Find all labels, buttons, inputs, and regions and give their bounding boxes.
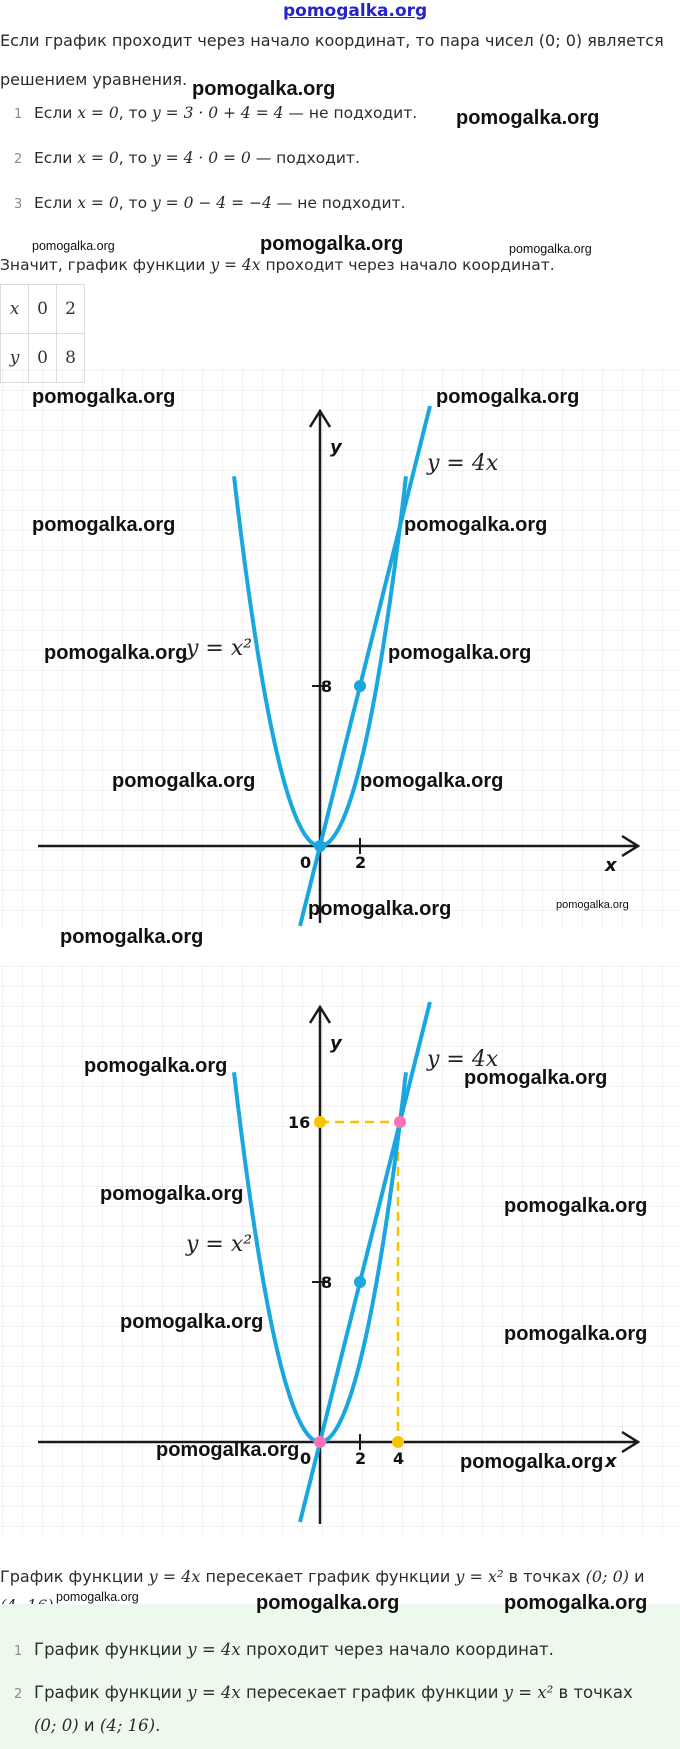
table-row — [1, 285, 85, 334]
watermark: pomogalka.org — [120, 1311, 264, 1333]
step-number: 1 — [14, 107, 23, 122]
result-math: y = 4x — [148, 1567, 201, 1586]
label-parabola: y = x² — [186, 1232, 253, 1257]
watermark: pomogalka.org — [100, 1183, 244, 1205]
summary-text: проходит через начало координат. — [240, 1640, 554, 1659]
step-text: — не подходит. — [271, 194, 406, 212]
watermark: pomogalka.org — [192, 78, 336, 100]
tick-label-x: 4 — [393, 1449, 405, 1468]
site-link[interactable]: pomogalka.org — [283, 1, 428, 21]
watermark: pomogalka.org — [32, 239, 115, 253]
conclusion-text-part: Значит, график функции — [0, 256, 211, 274]
watermark: pomogalka.org — [504, 1323, 648, 1345]
watermark: pomogalka.org — [388, 642, 532, 664]
step-item — [14, 149, 360, 167]
axis-label-y: y — [330, 437, 342, 458]
table-header-x: x — [1, 285, 29, 334]
intersection-point-origin — [314, 1436, 326, 1448]
table-cell: 0 — [29, 334, 57, 383]
watermark: pomogalka.org — [504, 1592, 648, 1614]
label-parabola: y = x² — [186, 636, 253, 661]
summary-math: y = 4x — [187, 1683, 241, 1702]
summary-text: в точках — [553, 1683, 633, 1702]
summary-text: График функции — [34, 1640, 188, 1659]
summary-number: 2 — [14, 1687, 23, 1702]
tick-label-y: 8 — [321, 677, 333, 696]
watermark: pomogalka.org — [360, 770, 504, 792]
watermark: pomogalka.org — [84, 1055, 228, 1077]
result-text-line1 — [0, 1567, 644, 1586]
step-math: x = 0 — [77, 149, 119, 167]
summary-text: пересекает график функции — [240, 1683, 504, 1702]
watermark: pomogalka.org — [32, 386, 176, 408]
point-y16-marker — [314, 1116, 326, 1128]
step-math: x = 0 — [77, 194, 119, 212]
watermark: pomogalka.org — [112, 770, 256, 792]
step-number: 2 — [14, 152, 23, 167]
table-cell: 0 — [29, 285, 57, 334]
watermark: pomogalka.org — [44, 642, 188, 664]
conclusion-text — [0, 256, 555, 274]
summary-math: y = 4x — [187, 1640, 241, 1659]
step-text: Если — [34, 149, 78, 167]
step-text: , то — [118, 149, 152, 167]
intro-text-line2: решением уравнения. — [0, 70, 188, 89]
point-origin — [314, 840, 326, 852]
watermark: pomogalka.org — [436, 386, 580, 408]
watermark: pomogalka.org — [56, 1590, 139, 1604]
result-math: (0; 0) — [585, 1567, 629, 1586]
summary-item — [14, 1683, 633, 1702]
summary-number: 1 — [14, 1644, 23, 1659]
point-x4-marker — [392, 1436, 404, 1448]
summary-text: . — [155, 1716, 161, 1735]
watermark: pomogalka.org — [460, 1451, 604, 1473]
table-cell: 8 — [57, 334, 85, 383]
summary-math: (4; 16) — [99, 1716, 156, 1735]
conclusion-text-part: проходит через начало координат. — [260, 256, 555, 274]
tick-label-y: 16 — [288, 1113, 311, 1132]
watermark: pomogalka.org — [464, 1067, 608, 1089]
point-2-8 — [354, 680, 366, 692]
table-header-y: y — [1, 334, 29, 383]
watermark: pomogalka.org — [308, 898, 452, 920]
tick-label-x: 2 — [355, 1449, 367, 1468]
tick-label-y: 8 — [321, 1273, 333, 1292]
table-cell: 2 — [57, 285, 85, 334]
result-text-part: пересекает график функции — [200, 1567, 456, 1586]
step-text: , то — [118, 104, 152, 122]
step-item — [14, 194, 406, 212]
point-2-8 — [354, 1276, 366, 1288]
watermark: pomogalka.org — [504, 1195, 648, 1217]
step-text: , то — [118, 194, 152, 212]
step-item — [14, 104, 417, 122]
result-math: y = x² — [455, 1567, 504, 1586]
watermark: pomogalka.org — [556, 899, 629, 911]
step-text: Если — [34, 194, 78, 212]
watermark: pomogalka.org — [156, 1439, 300, 1461]
summary-item — [14, 1640, 554, 1659]
step-number: 3 — [14, 197, 23, 212]
step-math: x = 0 — [77, 104, 119, 122]
step-math: y = 0 − 4 = −4 — [151, 194, 272, 212]
summary-math: y = x² — [503, 1683, 554, 1702]
tick-label-x: 2 — [355, 853, 367, 872]
axis-label-y: y — [330, 1033, 342, 1054]
result-text-part: График функции — [0, 1567, 149, 1586]
conclusion-math: y = 4x — [210, 256, 261, 274]
label-line: y = 4x — [427, 1047, 499, 1072]
watermark: pomogalka.org — [60, 926, 204, 948]
step-text: Если — [34, 104, 78, 122]
summary-item-continued — [34, 1716, 160, 1735]
watermark: pomogalka.org — [260, 233, 404, 255]
step-text: — не подходит. — [283, 104, 418, 122]
watermark: pomogalka.org — [509, 242, 592, 256]
summary-text: График функции — [34, 1683, 188, 1702]
result-text-part: в точках — [503, 1567, 586, 1586]
summary-text: и — [78, 1716, 100, 1735]
watermark: pomogalka.org — [456, 107, 600, 129]
axis-label-x: x — [605, 1451, 617, 1472]
step-text: — подходит. — [250, 149, 360, 167]
label-line: y = 4x — [427, 451, 499, 476]
axis-label-x: x — [605, 855, 617, 876]
watermark: pomogalka.org — [404, 514, 548, 536]
step-math: y = 3 · 0 + 4 = 4 — [151, 104, 284, 122]
intro-text-line1: Если график проходит через начало координат, то пара чисел (0; 0) является — [0, 31, 664, 50]
origin-label: 0 — [300, 853, 312, 872]
intersection-point-4-16 — [394, 1116, 406, 1128]
watermark: pomogalka.org — [32, 514, 176, 536]
origin-label: 0 — [300, 1449, 312, 1468]
graph-2 — [0, 964, 680, 1534]
step-math: y = 4 · 0 = 0 — [151, 149, 251, 167]
summary-math: (0; 0) — [34, 1716, 79, 1735]
result-text-part: и — [629, 1567, 645, 1586]
watermark: pomogalka.org — [256, 1592, 400, 1614]
